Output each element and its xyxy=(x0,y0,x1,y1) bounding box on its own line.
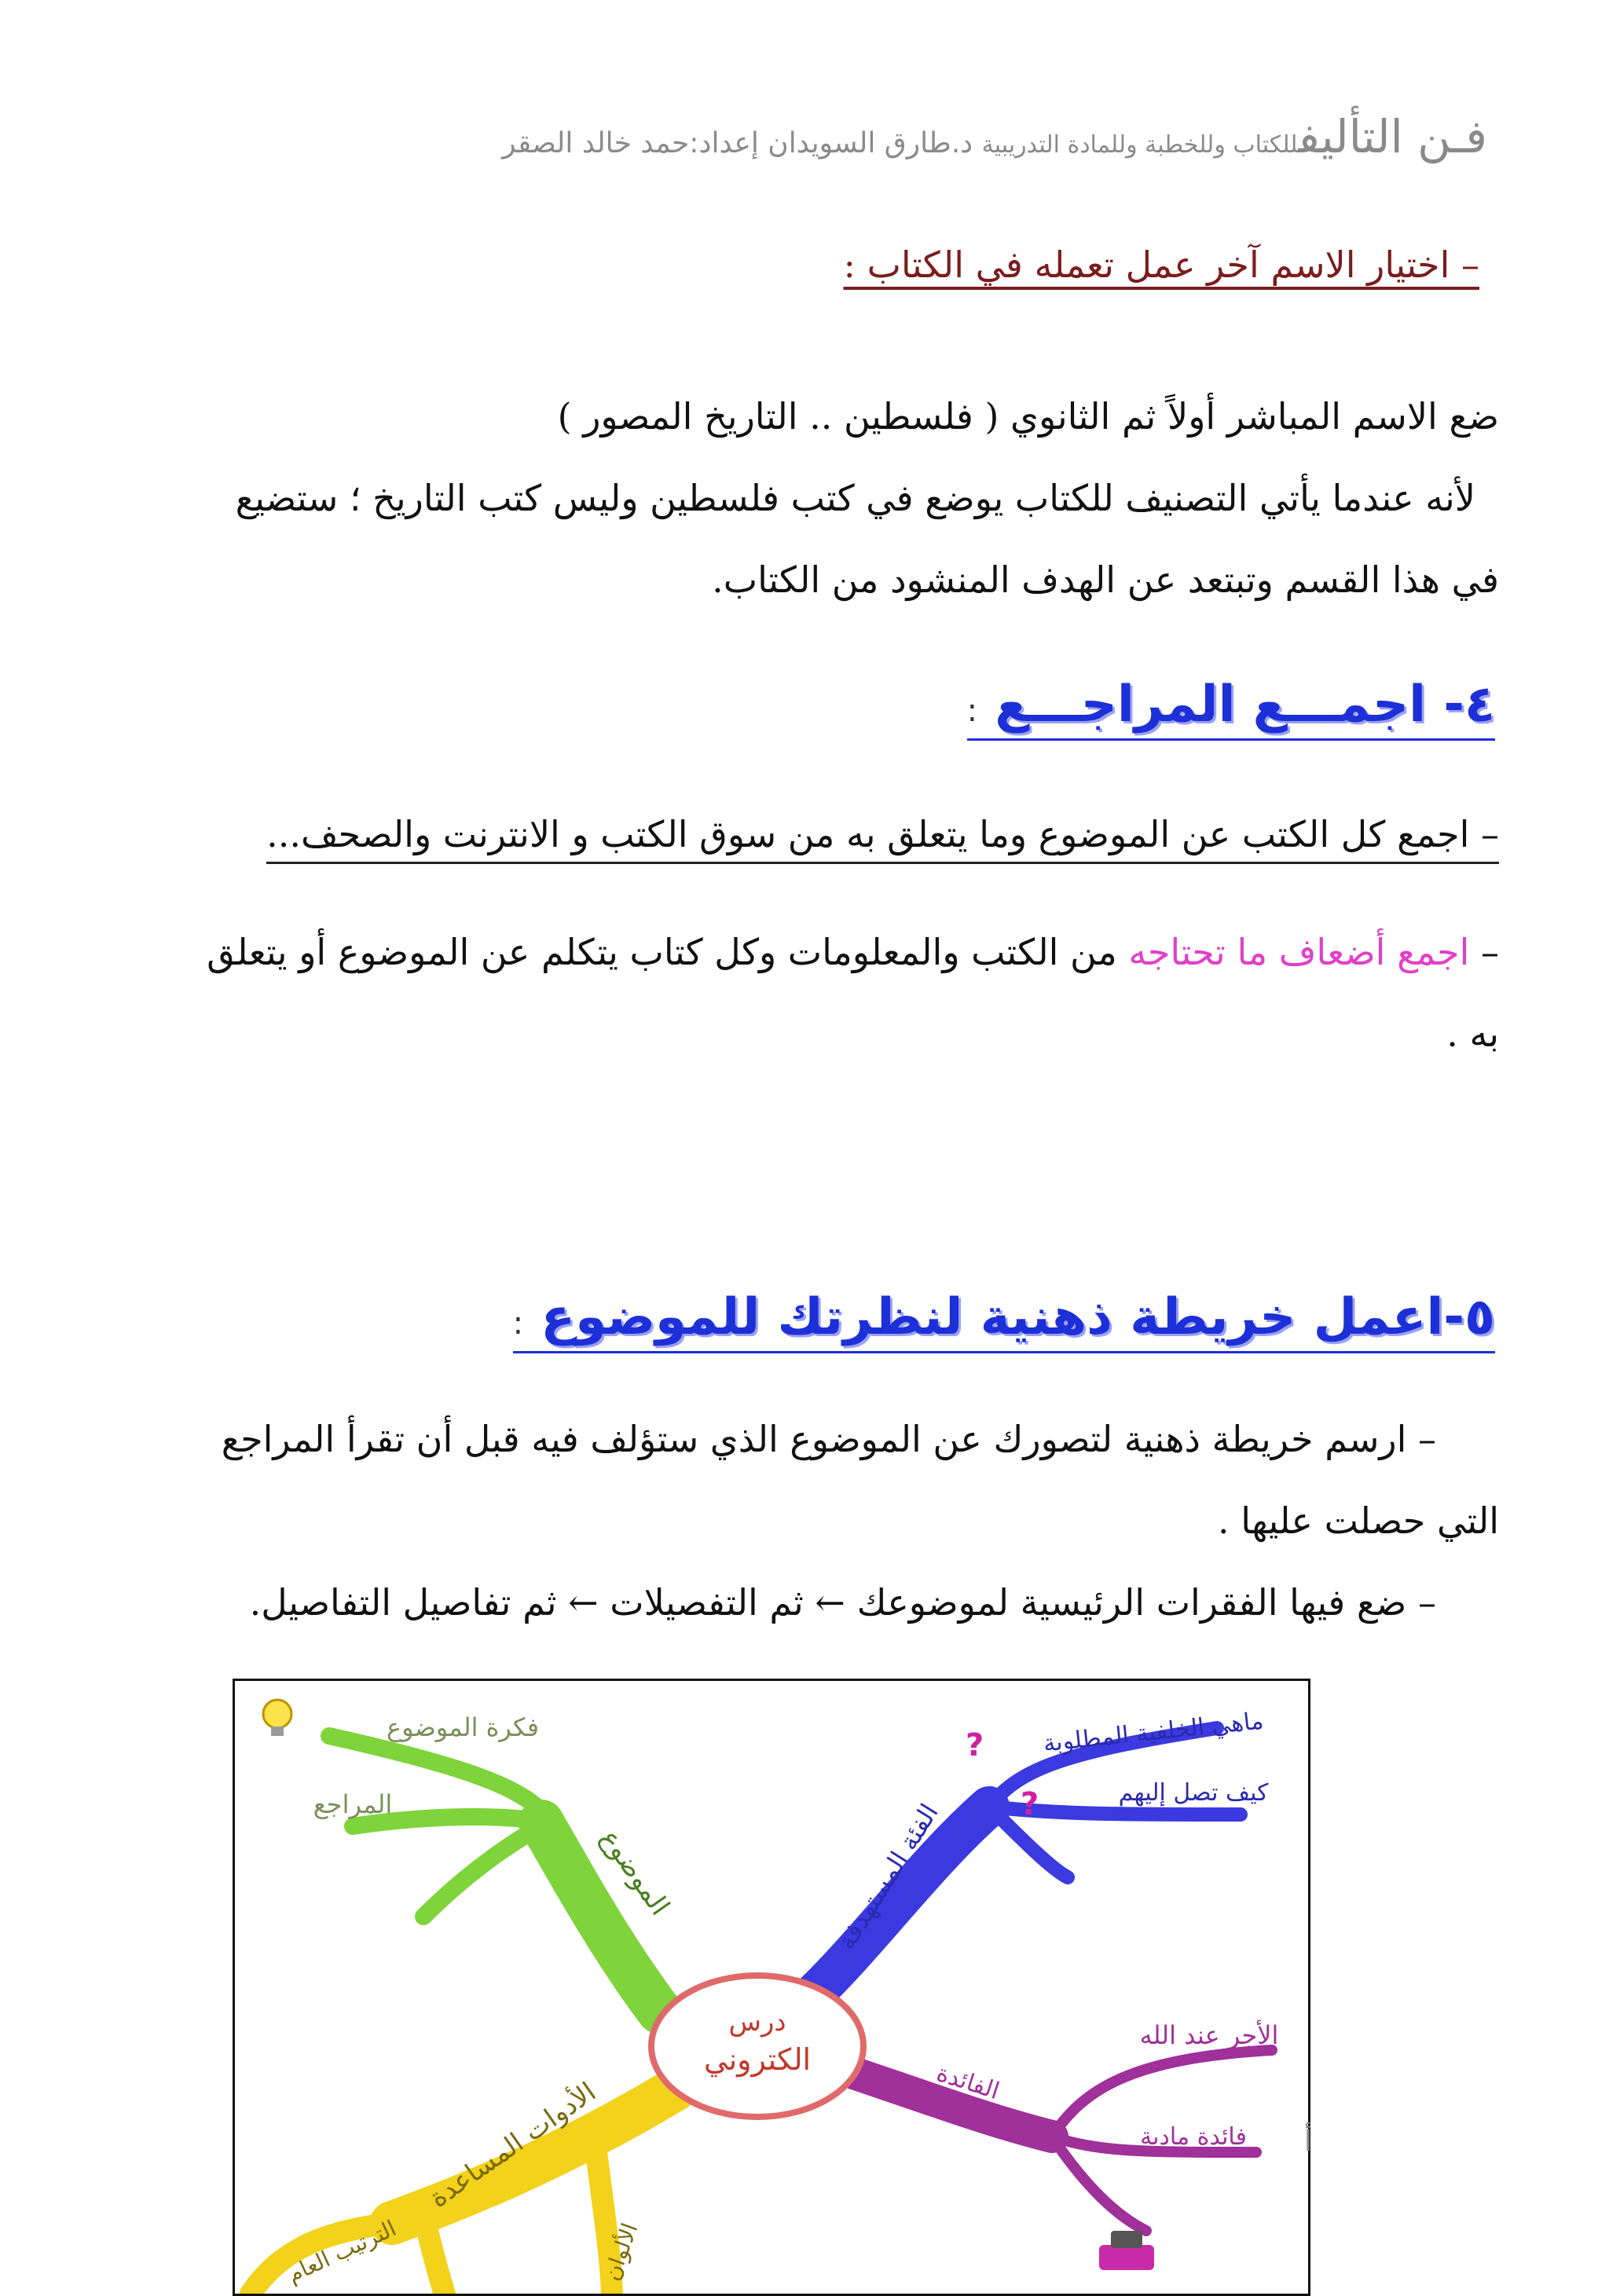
mindmap-tools-order-label: الترتيب العام xyxy=(283,2215,401,2288)
mindmap-branch-audience-label: الفئة المستهدفة xyxy=(830,1798,944,1955)
mindmap-tools-colors-label: الألوان xyxy=(598,2219,643,2284)
naming-line-3: في هذا القسم وتبتعد عن الهدف المنشود من الكتاب. xyxy=(712,558,1499,601)
section4-title: ٤- اجمـــع المراجـــع xyxy=(995,676,1495,734)
section4-bullet-1 xyxy=(116,793,1499,875)
naming-line-2: لأنه عندما يأتي التصنيف للكتاب يوضع في كتب فلسطين وليس كتب التاريخ ؛ ستضيع xyxy=(235,477,1475,519)
section4-bullet-2-rest: من الكتب والمعلومات وكل كتاب يتكلم عن الموضوع أو يتعلق xyxy=(207,931,1129,973)
naming-line-1: ضع الاسم المباشر أولاً ثم الثانوي ( فلسطين .. التاريخ المصور ) xyxy=(557,395,1499,438)
section5-paragraph xyxy=(85,1398,1499,1643)
section4-bullet-2-prefix: – xyxy=(1469,931,1499,973)
section5-line-3: – ضع فيها الفقرات الرئيسية لموضوعك ← ثم التفصيلات ← ثم تفاصيل التفاصيل. xyxy=(249,1581,1436,1624)
header-brand: فـن التأليف xyxy=(1298,110,1487,163)
mindmap-branch-topic-trunk xyxy=(541,1822,659,2011)
mindmap-center-line-2: الكتروني xyxy=(703,2042,812,2077)
section5-title: ٥-اعمل خريطة ذهنية لنظرتك للموضوع xyxy=(541,1288,1495,1346)
section4-bullet-2-highlight: اجمع أضعاف ما تحتاجه xyxy=(1128,931,1470,973)
section4-heading xyxy=(967,676,1495,734)
mindmap-figure xyxy=(233,1679,1313,2296)
section4-bullet-1-text: – اجمع كل الكتب عن الموضوع وما يتعلق به من سوق الكتب و الانترنت والصحف... xyxy=(266,813,1499,864)
page-header xyxy=(104,110,1487,163)
naming-heading: – اختيار الاسم آخر عمل تعمله في الكتاب : xyxy=(843,244,1479,286)
section4-colon: : xyxy=(966,693,978,729)
mindmap-audience-q1-label: ماهي الخلفية المطلوبة xyxy=(1042,1707,1265,1758)
cash-register-icon xyxy=(1099,2231,1154,2270)
svg-text:?: ? xyxy=(1021,1786,1039,1822)
stray-character: أ xyxy=(1304,2126,1313,2158)
mindmap-benefit-reward-label: الأجر عند الله xyxy=(1139,2020,1279,2050)
naming-paragraph xyxy=(116,375,1499,621)
svg-text:?: ? xyxy=(966,1727,984,1763)
lightbulb-icon xyxy=(263,1700,291,1736)
section4-bullet-2-cont: به . xyxy=(1446,1013,1499,1055)
mindmap-topic-idea-label: فكرة الموضوع xyxy=(386,1712,540,1742)
mindmap-audience-q2-label: كيف تصل إليهم xyxy=(1118,1779,1269,1807)
section5-line-2: التي حصلت عليها . xyxy=(1217,1500,1499,1542)
mindmap-benefit-material-label: فائدة مادية xyxy=(1140,2123,1247,2151)
section4-bullet-2 xyxy=(6,911,1499,1075)
section5-colon: : xyxy=(512,1305,524,1342)
header-author: د.طارق السويدان إعداد:حمد خالد الصقر xyxy=(502,127,982,159)
mindmap-center-line-1: درس xyxy=(728,2006,786,2038)
header-subtitle: للكتاب وللخطبة وللمادة التدريبية xyxy=(981,131,1299,159)
section5-heading xyxy=(513,1288,1495,1346)
section4-bullet-2-line xyxy=(6,911,1499,993)
mindmap-branch-topic-label: الموضوع xyxy=(594,1823,676,1921)
section5-line-1: – ارسم خريطة ذهنية لتصورك عن الموضوع الذي ستؤلف فيه قبل أن تقرأ المراجع xyxy=(221,1418,1436,1460)
mindmap-topic-refs-label: المراجع xyxy=(313,1789,393,1819)
section5-heading-box xyxy=(513,1288,1495,1353)
mindmap-svg xyxy=(235,1681,1308,2294)
mindmap-branch-tools-label: الأدوات المساعدة xyxy=(423,2076,603,2214)
mindmap-branch-benefit-label: الفائدة xyxy=(933,2059,1003,2106)
section4-heading-box xyxy=(967,676,1495,741)
